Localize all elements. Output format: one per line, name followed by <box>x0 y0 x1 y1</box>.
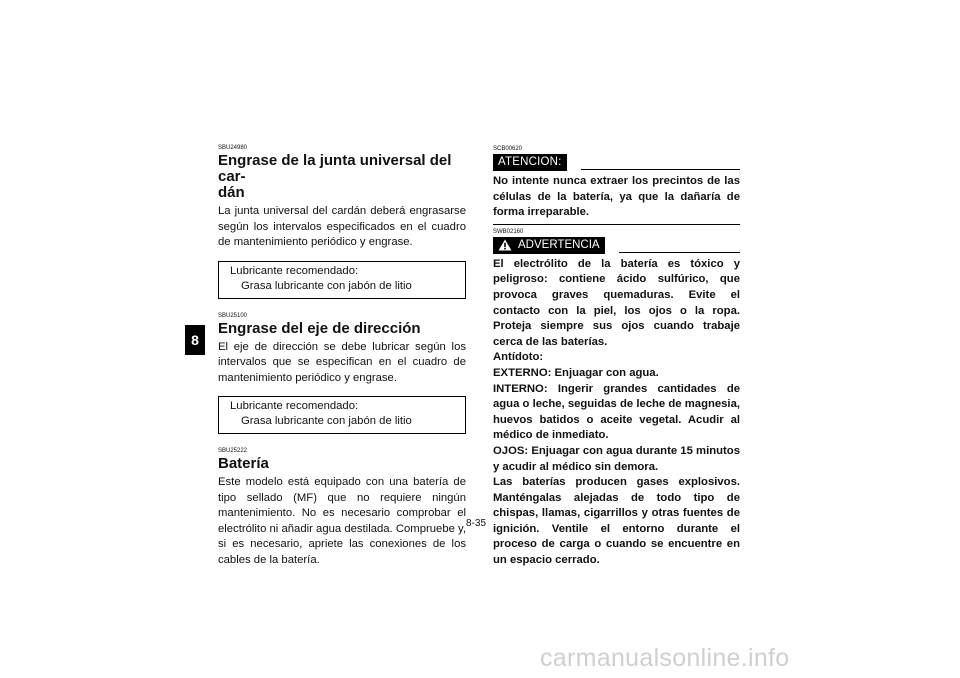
right-column <box>493 146 740 569</box>
warning-header <box>493 237 740 254</box>
warning-triangle-icon <box>498 239 512 251</box>
section-body-steering: El eje de dirección se debe lubricar según los intervalos que se especifican en el cuadro de mantenimiento periódico y engrase. <box>218 340 466 384</box>
caution-code: SCB00620 <box>493 146 523 152</box>
warning-text-1: El electrólito de la batería es tóxico y peligroso: contiene ácido sulfúrico, que provoca graves quemaduras. Evite el contacto con la piel, los ojos o la ropa. Proteja siempre sus ojos cuando trabaje cerca de las baterías. <box>493 257 740 348</box>
lubricant-value: Grasa lubricante con jabón de litio <box>241 415 412 427</box>
warning-code: SWB02160 <box>493 228 524 235</box>
lubricant-label: Lubricante recomendado: <box>230 400 359 412</box>
section-body-cardan: La junta universal del cardán deberá engrasarse según los intervalos especificados en el cuadro de mantenimiento periódico y engrase. <box>218 205 466 248</box>
left-column <box>218 145 466 568</box>
chapter-number: 8 <box>191 332 199 348</box>
section-code: SBU24980 <box>218 145 248 151</box>
watermark: carmanualsonline.info <box>540 644 790 672</box>
caution-badge: ATENCION: <box>493 154 567 171</box>
warning-rule <box>619 252 740 253</box>
section-heading-battery: Batería <box>218 455 269 472</box>
caution-bottom-rule <box>493 224 740 225</box>
page-number: 8-35 <box>466 518 487 529</box>
warning-text-4: INTERNO: Ingerir grandes cantidades de agua o leche, seguidas de leche de magnesia, huevos batidos o aceite vegetal. Acudir al médico de inmediato. <box>493 382 740 442</box>
caution-header <box>493 154 740 171</box>
section-code: SBU25222 <box>218 448 248 454</box>
caution-text: No intente nunca extraer los precintos de las células de la batería, ya que la dañaría de forma irreparable. <box>493 175 740 219</box>
warning-text-2: Antídoto: <box>493 351 544 364</box>
section-heading-steering: Engrase del eje de dirección <box>218 319 421 337</box>
section-body-battery: Este modelo está equipado con una batería de tipo sellado (MF) que no requiere ningún mantenimiento. No es necesario comprobar el electrólito ni añadir agua destilada. Compruebe y, si es necesario, apriete las conexiones de los cables de la batería. <box>218 476 466 566</box>
section-heading-cardan: Engrase de la junta universal del car- dán <box>218 152 452 201</box>
lubricant-label: Lubricante recomendado: <box>230 264 359 277</box>
chapter-tab <box>185 325 205 355</box>
warning-badge <box>493 237 605 254</box>
warning-text-5: OJOS: Enjuagar con agua durante 15 minutos y acudir al médico sin demora. <box>493 444 740 473</box>
warning-text-3: EXTERNO: Enjuagar con agua. <box>493 366 659 379</box>
lubricant-value: Grasa lubricante con jabón de litio <box>241 279 412 292</box>
warning-label: ADVERTENCIA <box>518 238 600 251</box>
section-code: SBU25100 <box>218 312 248 319</box>
lubricant-box-steering <box>218 396 466 434</box>
warning-text-6: Las baterías producen gases explosivos. Manténgalas alejadas de todo tipo de chispas, llamas, cigarrillos y otras fuentes de ignición. Ventile el entorno durante el proceso de carga o cuando se encuentre en un espacio cerrado. <box>493 476 740 567</box>
lubricant-box-cardan <box>218 261 466 299</box>
caution-rule <box>581 169 740 170</box>
